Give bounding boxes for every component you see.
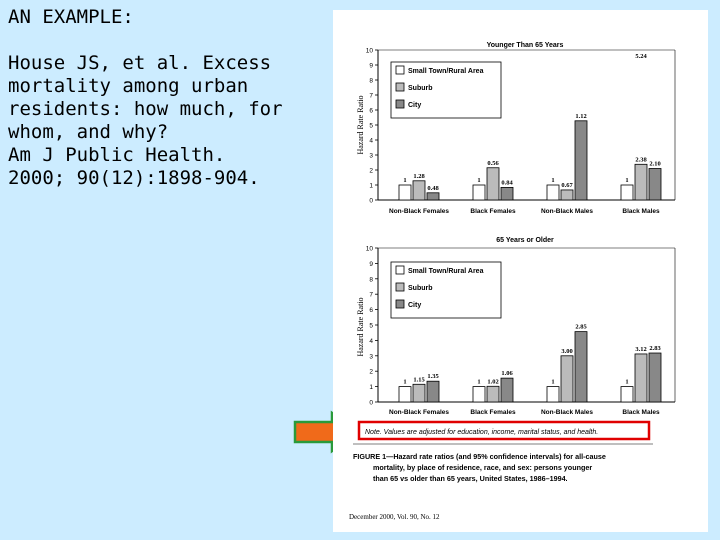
y-tick-label: 8 xyxy=(369,77,373,85)
bar-city xyxy=(575,332,587,402)
group-label: Non-Black Females xyxy=(389,409,449,416)
y-tick-label: 3 xyxy=(369,353,373,361)
caption-line: FIGURE 1—Hazard rate ratios (and 95% confidence intervals) for all-cause xyxy=(353,452,606,461)
y-tick-label: 1 xyxy=(369,384,373,392)
legend-swatch-rural xyxy=(396,66,404,74)
group-label: Non-Black Males xyxy=(540,409,594,416)
bar-value-label: 1 xyxy=(477,177,481,184)
caption-line: than 65 vs older than 65 years, United States, 1986–1994. xyxy=(373,474,568,483)
slide-title: AN EXAMPLE: xyxy=(8,6,134,28)
group-label: Black Females xyxy=(470,208,516,215)
bar-city xyxy=(501,187,513,200)
y-tick-label: 5 xyxy=(369,122,373,130)
legend-label: City xyxy=(408,302,422,309)
panel-title: Younger Than 65 Years xyxy=(486,42,564,49)
bar-rural xyxy=(399,387,411,402)
bar-value-label: 2.85 xyxy=(575,323,587,331)
legend-swatch-city xyxy=(396,100,404,108)
y-tick-label: 8 xyxy=(369,276,373,284)
citation-line: House JS, et al. Excess xyxy=(8,52,272,74)
bar-rural xyxy=(621,185,633,200)
y-tick-label: 5 xyxy=(369,322,373,330)
bars-group xyxy=(399,332,661,402)
caption-line: mortality, by place of residence, race, and sex: persons younger xyxy=(373,463,593,472)
y-tick-label: 6 xyxy=(369,107,373,115)
y-tick-label: 10 xyxy=(365,245,373,253)
y-axis-label: Hazard Rate Ratio xyxy=(356,297,365,357)
bar-value-label: 1 xyxy=(477,378,481,386)
bar-rural xyxy=(473,387,485,402)
bar-suburb xyxy=(487,168,499,200)
y-tick-label: 2 xyxy=(369,167,373,175)
bar-value-label: 1.15 xyxy=(413,376,425,384)
legend-swatch-city xyxy=(396,300,404,308)
bar-suburb xyxy=(413,181,425,200)
bar-value-label: 0.56 xyxy=(487,159,499,167)
bar-value-label: 2.10 xyxy=(649,160,661,168)
y-tick-label: 0 xyxy=(369,399,373,407)
y-tick-label: 10 xyxy=(365,47,373,55)
bar-value-label: 1.35 xyxy=(427,373,439,381)
bar-suburb xyxy=(561,356,573,402)
figure-note: Note. Values are adjusted for education, income, marital status, and health. xyxy=(365,429,599,436)
citation-line: 2000; 90(12):1898-904. xyxy=(8,167,260,189)
y-tick-label: 7 xyxy=(369,92,373,100)
bar-rural xyxy=(621,387,633,402)
bar-value-label: 1.12 xyxy=(575,112,587,120)
bar-city xyxy=(501,378,513,402)
annotation-label: 5.24 xyxy=(635,53,647,60)
bar-value-label: 1.06 xyxy=(501,370,513,378)
legend xyxy=(391,262,501,318)
bar-value-label: 1 xyxy=(403,177,407,184)
bar-value-label: 1.28 xyxy=(413,172,425,180)
y-tick-label: 4 xyxy=(369,137,373,145)
bar-value-label: 3.12 xyxy=(635,345,647,353)
bar-value-label: 1 xyxy=(551,378,555,386)
y-tick-label: 4 xyxy=(369,337,373,345)
bar-value-label: 0.84 xyxy=(501,179,513,187)
bar-rural xyxy=(547,185,559,200)
bar-value-label: 1.02 xyxy=(487,378,499,386)
bar-suburb xyxy=(413,384,425,402)
legend-swatch-rural xyxy=(396,266,404,274)
legend-swatch-suburb xyxy=(396,83,404,91)
legend-label: City xyxy=(408,102,422,109)
bar-suburb xyxy=(635,164,647,200)
legend-label: Small Town/Rural Area xyxy=(408,268,484,275)
citation-line: whom, and why? xyxy=(8,121,169,143)
y-tick-label: 1 xyxy=(369,182,373,190)
page-footer: December 2000, Vol. 90, No. 12 xyxy=(349,513,440,521)
panel-old xyxy=(356,237,675,416)
group-label: Black Females xyxy=(470,409,516,416)
citation-line: Am J Public Health. xyxy=(8,144,226,166)
slide-text xyxy=(8,6,328,190)
group-label: Black Males xyxy=(622,409,660,416)
panel-young xyxy=(356,42,675,215)
y-tick-label: 9 xyxy=(369,62,373,70)
group-label: Non-Black Females xyxy=(389,208,449,215)
y-tick-label: 2 xyxy=(369,368,373,376)
legend xyxy=(391,62,501,118)
citation-line: mortality among urban xyxy=(8,75,249,97)
bar-value-label: 3.00 xyxy=(561,347,573,355)
bar-value-label: 1 xyxy=(403,378,407,386)
y-tick-label: 0 xyxy=(369,197,373,205)
bar-city xyxy=(427,381,439,402)
bar-value-label: 1 xyxy=(625,378,629,386)
legend-label: Small Town/Rural Area xyxy=(408,68,484,75)
y-axis-label: Hazard Rate Ratio xyxy=(356,95,365,155)
bar-value-label: 2.83 xyxy=(649,345,661,353)
legend-label: Suburb xyxy=(408,85,433,92)
bar-city xyxy=(649,169,661,201)
figure-canvas xyxy=(333,10,708,532)
bar-suburb xyxy=(487,386,499,402)
y-tick-label: 9 xyxy=(369,260,373,268)
bar-value-label: 0.67 xyxy=(561,181,573,189)
legend-label: Suburb xyxy=(408,285,433,292)
bar-value-label: 2.38 xyxy=(635,156,647,164)
group-label: Black Males xyxy=(622,208,660,215)
bar-suburb xyxy=(635,354,647,402)
panel-title: 65 Years or Older xyxy=(496,237,554,244)
journal-figure xyxy=(333,10,708,532)
citation-line: residents: how much, for xyxy=(8,98,283,120)
bar-city xyxy=(427,193,439,200)
bar-value-label: 1 xyxy=(625,177,629,184)
legend-swatch-suburb xyxy=(396,283,404,291)
bar-rural xyxy=(399,185,411,200)
bar-city xyxy=(575,121,587,200)
bar-value-label: 1 xyxy=(551,177,555,184)
y-tick-label: 3 xyxy=(369,152,373,160)
bar-rural xyxy=(473,185,485,200)
bar-city xyxy=(649,353,661,402)
bar-value-label: 0.48 xyxy=(427,184,439,192)
y-tick-label: 7 xyxy=(369,291,373,299)
y-tick-label: 6 xyxy=(369,307,373,315)
bar-suburb xyxy=(561,190,573,200)
group-label: Non-Black Males xyxy=(540,208,594,215)
bar-rural xyxy=(547,387,559,402)
